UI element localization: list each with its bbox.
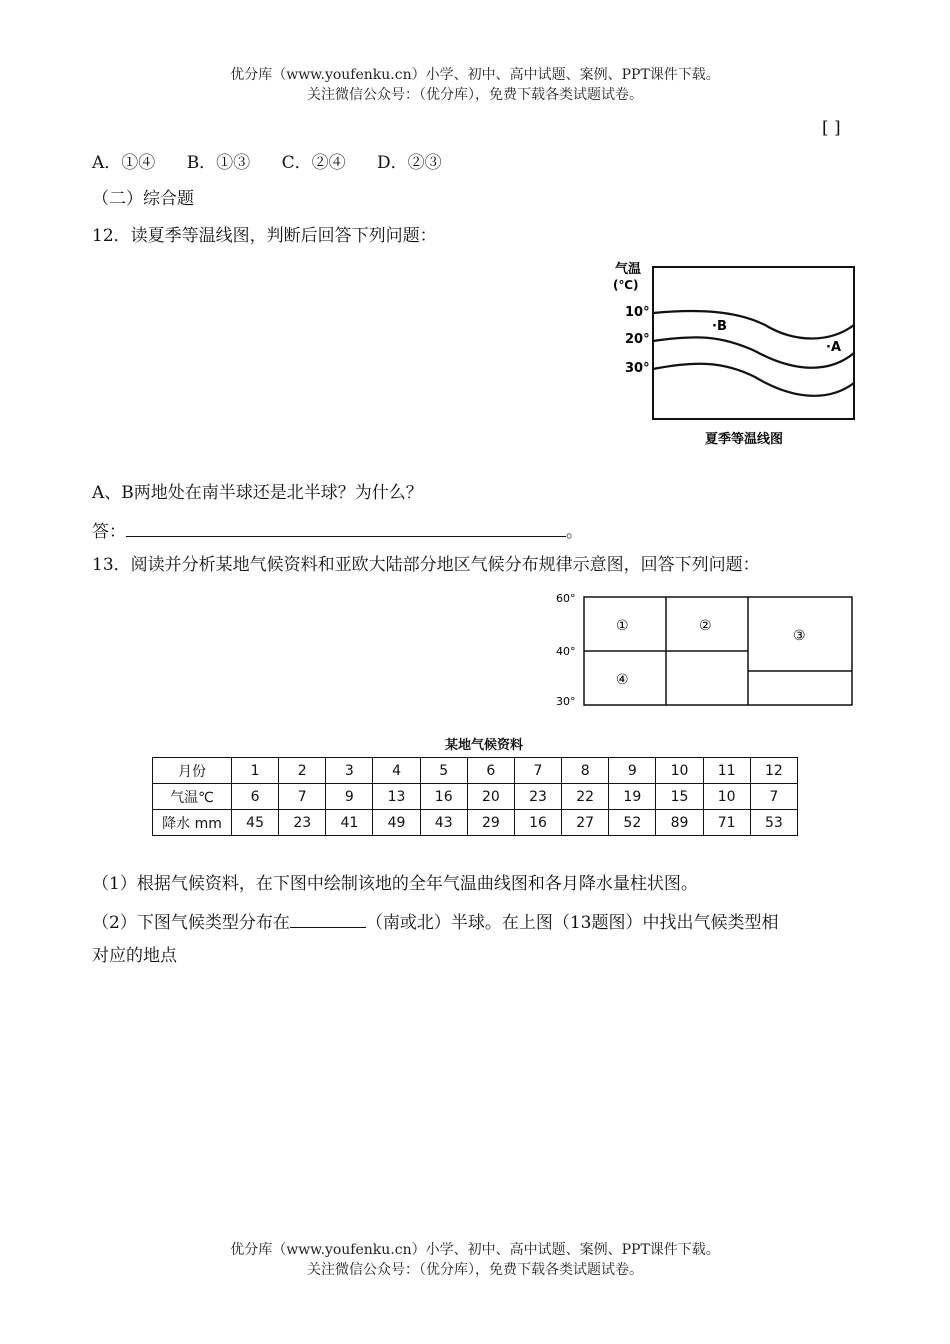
- temp-cell: 10: [703, 784, 750, 810]
- month-cell: 10: [656, 758, 703, 784]
- table-row-temperature: [153, 784, 798, 810]
- option-a: A．①④: [92, 153, 156, 173]
- ylabel-line2: (℃): [613, 278, 639, 292]
- precip-cell: 45: [232, 810, 279, 836]
- precip-cell: 49: [373, 810, 420, 836]
- option-b: B．①③: [186, 153, 251, 173]
- temp-cell: 16: [420, 784, 467, 810]
- section-title: （二）综合题: [92, 189, 194, 209]
- lat-30: 30°: [556, 695, 576, 708]
- climate-table: [152, 757, 798, 836]
- precip-cell: 23: [279, 810, 326, 836]
- temp-cell: 6: [232, 784, 279, 810]
- q12-question: A、B两地处在南半球还是北半球？为什么？: [92, 483, 423, 503]
- precip-cell: 52: [609, 810, 656, 836]
- temp-cell: 13: [373, 784, 420, 810]
- sub2-before: （2）下图气候类型分布在: [92, 913, 290, 933]
- month-cell: 1: [232, 758, 279, 784]
- temp-cell: 20: [467, 784, 514, 810]
- precip-cell: 53: [750, 810, 797, 836]
- q13-stem: 13．阅读并分析某地气候资料和亚欧大陆部分地区气候分布规律示意图，回答下列问题：: [92, 555, 760, 575]
- month-cell: 12: [750, 758, 797, 784]
- answer-label: 答：: [92, 522, 126, 542]
- q12-answer-line: [92, 518, 583, 543]
- q11-options: [92, 152, 468, 174]
- month-cell: 6: [467, 758, 514, 784]
- month-cell: 9: [609, 758, 656, 784]
- temp-cell: 15: [656, 784, 703, 810]
- region-4: ④: [616, 672, 629, 688]
- page-footer-line2: 关注微信公众号：（优分库），免费下载各类试题试卷。: [307, 1262, 643, 1278]
- temp-cell: 9: [326, 784, 373, 810]
- precip-cell: 89: [656, 810, 703, 836]
- answer-end: 。: [566, 522, 583, 542]
- lat-60: 60°: [556, 592, 576, 605]
- lat-40: 40°: [556, 645, 576, 658]
- month-cell: 11: [703, 758, 750, 784]
- q13-sub2-cont: 对应的地点: [92, 946, 177, 966]
- precip-cell: 16: [514, 810, 561, 836]
- month-cell: 3: [326, 758, 373, 784]
- q13-sub1: （1）根据气候资料，在下图中绘制该地的全年气温曲线图和各月降水量柱状图。: [92, 874, 698, 894]
- sub2-after: （南或北）半球。在上图（13题图）中找出气候类型相: [365, 913, 779, 933]
- point-b: ·B: [712, 319, 727, 334]
- hemisphere-blank[interactable]: [290, 909, 366, 928]
- table-row-precipitation: [153, 810, 798, 836]
- page-header-line2: 关注微信公众号：（优分库），免费下载各类试题试卷。: [307, 87, 643, 103]
- region-2: ②: [699, 618, 712, 634]
- point-a: ·A: [826, 340, 841, 355]
- table-row-month: [153, 758, 798, 784]
- isotherm-30: [653, 364, 854, 396]
- tick-10: 10°: [625, 305, 650, 320]
- region-1: ①: [616, 618, 629, 634]
- temp-cell: 23: [514, 784, 561, 810]
- precip-cell: 27: [562, 810, 609, 836]
- temp-cell: 7: [279, 784, 326, 810]
- isotherm-caption: 夏季等温线图: [705, 432, 784, 447]
- precip-cell: 29: [467, 810, 514, 836]
- precip-label-cell: 降水 mm: [153, 810, 232, 836]
- climate-table-caption: 某地气候资料: [445, 738, 524, 753]
- temp-cell: 7: [750, 784, 797, 810]
- temp-cell: 19: [609, 784, 656, 810]
- month-cell: 5: [420, 758, 467, 784]
- precip-cell: 71: [703, 810, 750, 836]
- q12-stem: 12．读夏季等温线图，判断后回答下列问题：: [92, 226, 437, 246]
- answer-blank[interactable]: [126, 518, 566, 537]
- option-d: D．②③: [377, 153, 442, 173]
- page-header-line1: 优分库（www.youfenku.cn）小学、初中、高中试题、案例、PPT课件下载。: [230, 67, 720, 83]
- header-cell: 月份: [153, 758, 232, 784]
- month-cell: 7: [514, 758, 561, 784]
- precip-cell: 41: [326, 810, 373, 836]
- ylabel-line1: 气温: [615, 262, 642, 277]
- precip-cell: 43: [420, 810, 467, 836]
- temp-cell: 22: [562, 784, 609, 810]
- tick-30: 30°: [625, 361, 650, 376]
- q13-sub2: [92, 909, 778, 934]
- month-cell: 4: [373, 758, 420, 784]
- answer-bracket: [ ]: [822, 118, 841, 138]
- isotherm-10: [653, 311, 854, 339]
- month-cell: 2: [279, 758, 326, 784]
- tick-20: 20°: [625, 332, 650, 347]
- isotherm-figure: [605, 255, 865, 455]
- temp-label-cell: 气温℃: [153, 784, 232, 810]
- isotherm-20: [653, 337, 854, 367]
- page-footer-line1: 优分库（www.youfenku.cn）小学、初中、高中试题、案例、PPT课件下载。: [230, 1242, 720, 1258]
- region-3: ③: [793, 628, 806, 644]
- option-c: C．②④: [281, 153, 346, 173]
- month-cell: 8: [562, 758, 609, 784]
- climate-zone-figure: [550, 588, 860, 713]
